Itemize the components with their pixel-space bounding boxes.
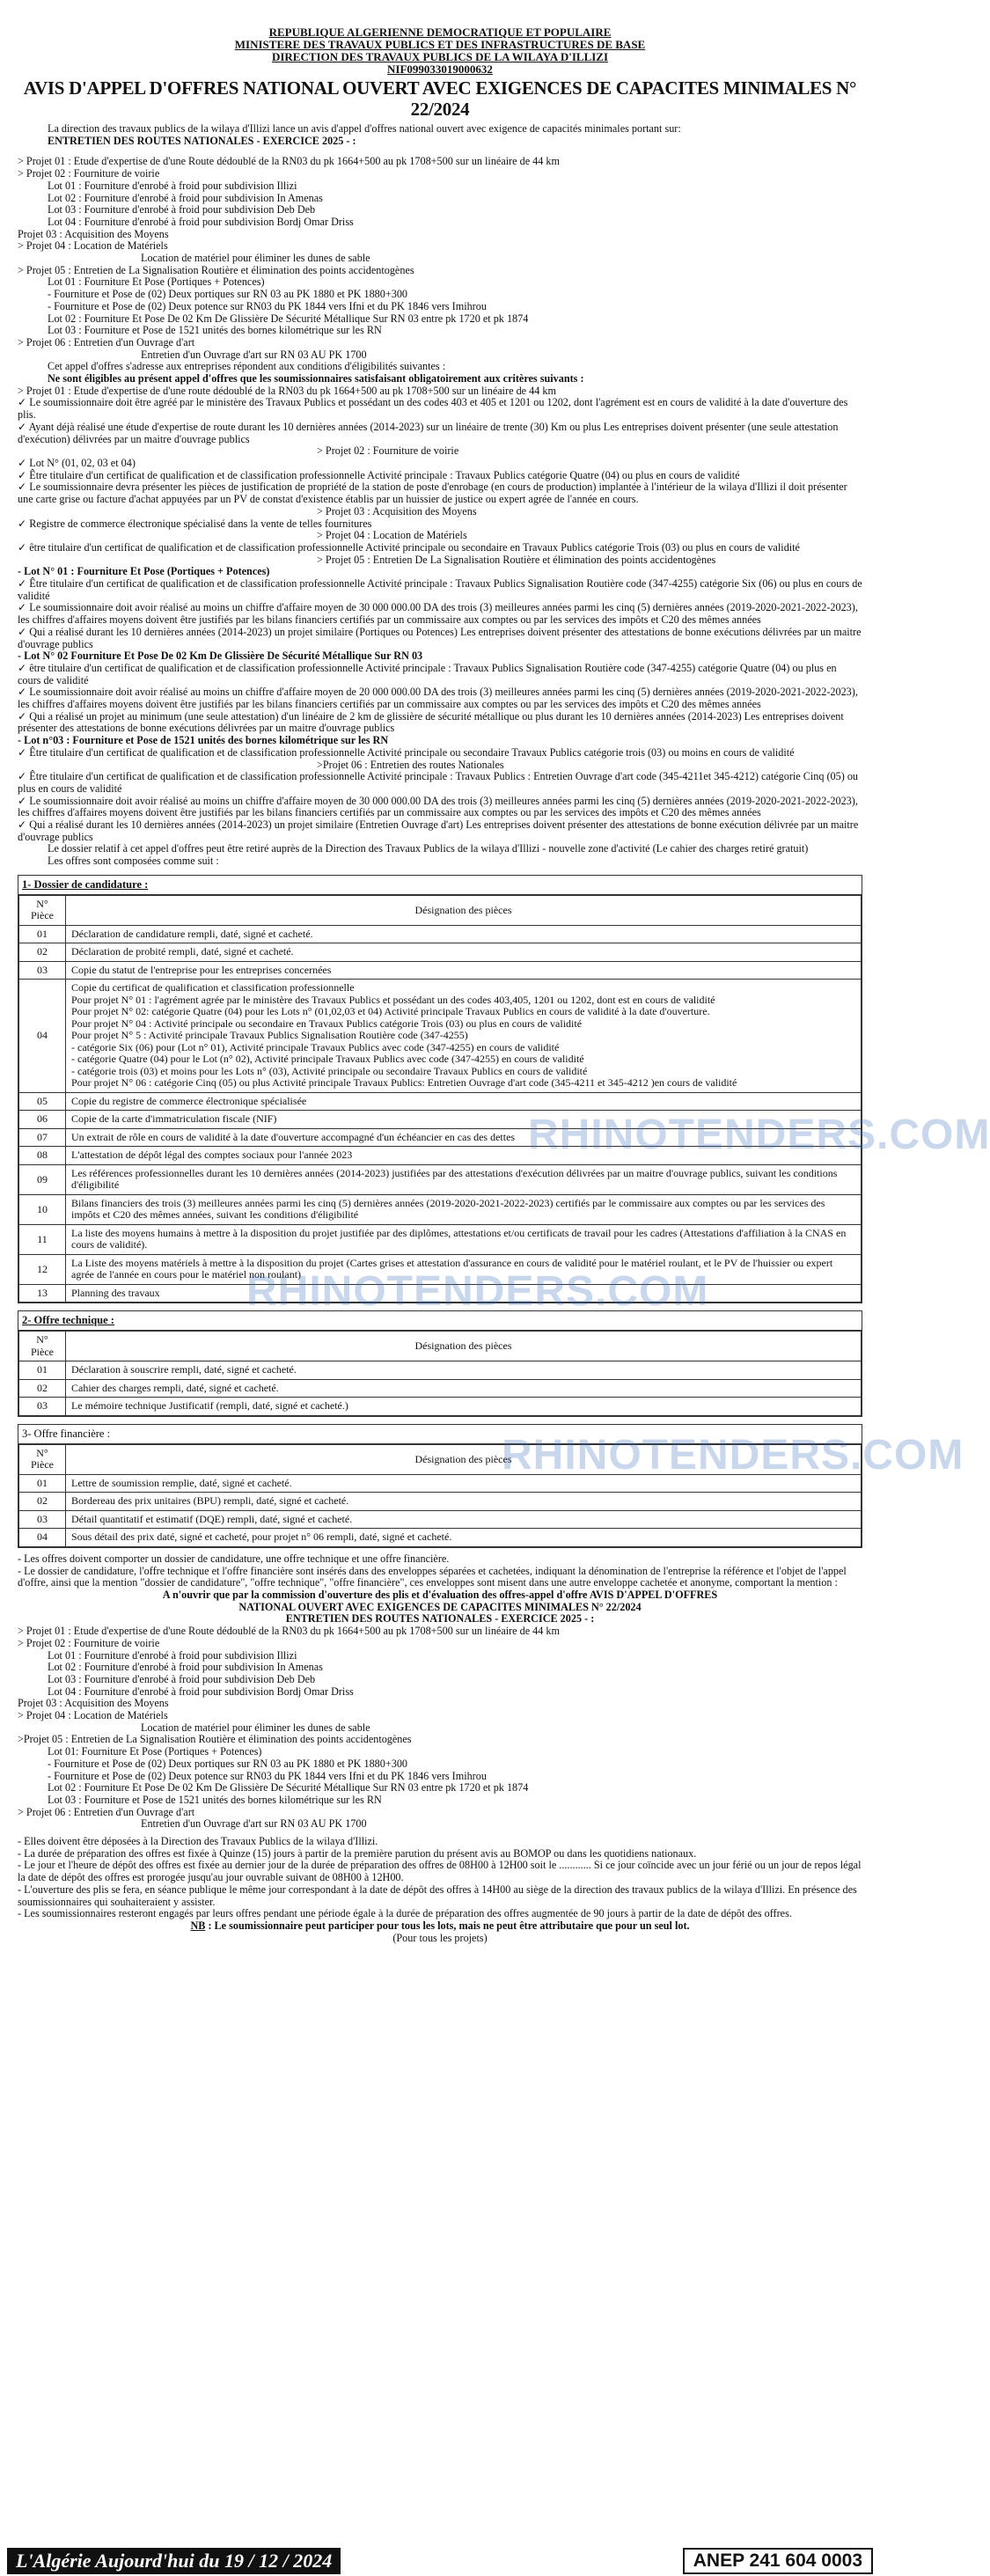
table-row [19,1164,862,1194]
list-line: ✓ Le soumissionnaire devra présenter les pièces de justification de propriété de la station de poste d'enrobage (en cours de production) implantée à l'intérieur de la wilaya d'Illizi il doit présenter une carte grise ou facture d'achat appuyées par un PV de constat d'existence établis par un huissier de justice ou expert agrée de l'année en cours. [18,481,847,506]
newspaper-date: L'Algérie Aujourd'hui du 19 / 12 / 2024 [7,2548,341,2574]
offre-technique-table [18,1331,862,1416]
header-nif: NIF099033019000632 [387,62,493,76]
list-line: Lot 04 : Fourniture d'enrobé à froid pour subdivision Bordj Omar Driss [48,1684,354,1698]
notice-title: AVIS D'APPEL D'OFFRES NATIONAL OUVERT AVEC EXIGENCES DE CAPACITES MINIMALES N° 22/2024 [23,77,857,120]
list-line: Lot 01 : Fourniture d'enrobé à froid pour subdivision Illizi [48,1648,297,1662]
table-row [19,1510,862,1529]
col-header: Désignation des pièces [66,1332,862,1361]
table-row [19,1092,862,1111]
piece-number: 04 [19,1529,66,1547]
list-line: > Projet 04 : Location de Matériels [18,1709,168,1722]
list-line: - Fourniture et Pose de (02) Deux potence sur RN03 du PK 1844 vers Ifni et du PK 1846 vers Imihrou [48,1769,487,1782]
list-line: > Projet 01 : Etude d'expertise de d'une Route dédoublé de la RN03 du pk 1664+500 au pk 1708+500 sur un linéaire de 44 km [18,1625,560,1638]
table-row [19,1529,862,1547]
list-line: - Fourniture et Pose de (02) Deux portiques sur RN 03 au PK 1880 et PK 1880+300 [48,288,408,301]
list-line: Lot 01 : Fourniture d'enrobé à froid pour subdivision Illizi [48,179,297,192]
list-line: ✓ Être titulaire d'un certificat de qualification et de classification professionnelle Activité principale : Travaux Publics Signalisation Routière code (347-4255) catégorie Six (06) ou plus en cours de validité [18,577,862,602]
table-row [19,1111,862,1129]
table-row [19,1398,862,1416]
list-line: ✓ être titulaire d'un certificat de qualification et de classification professionnelle Activité principale : Travaux Publics Signalisation Routière code (347-4255) catégorie Quatre (04) ou plus en cours de validité [18,661,837,686]
piece-designation: Planning des travaux [66,1284,862,1303]
piece-designation: Les références professionnelles durant les 10 dernières années (2014-2023) justifiées par des attestations d'exécution délivrées par un maitre d'ouvrage publics, suivant les conditions d'éligibilité [66,1164,862,1194]
nb-text: : Le soumissionnaire peut participer pour tous les lots, mais ne peut être attributaire que pour un seul lot. [208,1919,690,1932]
table-row [19,1284,862,1303]
table-row [19,1474,862,1493]
list-line: Lot 02 : Fourniture Et Pose De 02 Km De Glissière De Sécurité Métallique Sur RN 03 entre pk 1720 et pk 1874 [48,1781,529,1794]
watermark: RHINOTENDERS.COM [502,1432,964,1479]
list-line: Le dossier relatif à cet appel d'offres peut être retiré auprès de la Direction des Travaux Publics de la wilaya d'Illizi - nouvelle zone d'activité (Le cahier des charges retiré gratuit) [48,842,809,855]
dossier-candidature-table [18,895,862,1303]
list-line: ✓ Le soumissionnaire doit être agréé par le ministère des Travaux Publics et possédant un des codes 403 et 405 et 1201 ou 1202, dont l'agrément est en cours de validité à la date d'ouverture des plis. [18,396,848,422]
piece-designation: Détail quantitatif et estimatif (DQE) rempli, daté, signé et cacheté. [66,1510,862,1529]
list-line: > Projet 06 : Entretien d'un Ouvrage d'art [18,1805,195,1818]
nb-label: NB [190,1919,206,1932]
section-title: 3- Offre financière : [18,1425,862,1444]
col-header: N° Pièce [19,1444,66,1474]
list-line: - Fourniture et Pose de (02) Deux potence sur RN03 du PK 1844 vers Ifni et du PK 1846 vers Imihrou [48,299,487,312]
offre-financiere-table [18,1444,862,1547]
list-line: ✓ Ayant déjà réalisé une étude d'expertise de route durant les 10 dernières années (2014-2023) sur un linéaire de trente (30) Km ou plus Les entreprises doivent présenter (une seule attestation d'exécution) délivrées par un maitre d'ouvrage publics [18,420,839,445]
col-header: Désignation des pièces [66,1444,862,1474]
eligibility-conditions [18,361,862,868]
list-line: ✓ Qui a réalisé durant les 10 dernières années (2014-2023) un projet similaire (Entretien Ouvrage d'art) Les entreprises doivent présenter des attestations de bonne exécution délivrée par un maitre d'ouvrage publics [18,818,859,843]
list-line: > Projet 05 : Entretien de La Signalisation Routière et élimination des points accidentogènes [18,263,414,276]
list-line: Lot 03 : Fourniture d'enrobé à froid pour subdivision Deb Deb [48,203,316,217]
list-line: Lot 01 : Fourniture Et Pose (Portiques + Potences) [48,275,265,289]
piece-number: 01 [19,925,66,943]
piece-number: 02 [19,943,66,962]
piece-designation: Copie du certificat de qualification et classification professionnelle Pour projet N° 01 : l'agrément agrée par le ministère des Travaux Publics et possédant un des codes 403,405, 1201 ou 1202, dont est en cours de validité Pour projet N° 02: catégorie Quatre (04) pour les Lots n° (01,02,03 et 04) Activité principale Travaux Publics en cours de validité à la date d'ouverture. Pour projet N° 04 : Activité principale ou secondaire en Travaux Publics catégorie Trois (03) ou plus en cours de validité Pour projet N° 5 : Activité principale Travaux Publics Signalisation Routière code (347-4255) - catégorie Six (06) pour (Lot n° 01), Activité principale Travaux Publics avec code (347-4255) en cours de validité - catégorie Quatre (04) pour le Lot (n° 02), Activité principale Travaux Publics avec code (347-4255) en cours de validité - catégorie trois (03) et moins pour les Lots n° (03), Activité principale ou secondaire Travaux Publics en cours de validité Pour projet N° 06 : catégorie Cinq (05) ou plus Activité principale Travaux Publics: Entretien Ouvrage d'art code (345-4211 et 345-4212 )en cours de validité [66,980,862,1093]
list-line: >Projet 05 : Entretien de La Signalisation Routière et élimination des points accidentogènes [18,1733,412,1746]
piece-designation: Un extrait de rôle en cours de validité à la date d'ouverture accompagné d'un échéancier en cas des dettes [66,1128,862,1147]
col-header: Désignation des pièces [66,895,862,925]
piece-designation: Copie du statut de l'entreprise pour les entreprises concernées [66,961,862,980]
piece-number: 03 [19,961,66,980]
table-row [19,943,862,962]
list-line: Projet 03 : Acquisition des Moyens [18,227,169,240]
piece-number: 02 [19,1493,66,1511]
closing-conditions [18,1836,862,1920]
list-line: ✓ Registre de commerce électronique spécialisé dans la vente de telles fournitures [18,517,372,530]
list-line: > Projet 02 : Fourniture de voirie [18,1636,160,1649]
list-line: Entretien d'un Ouvrage d'art sur RN 03 AU PK 1700 [141,1817,367,1831]
piece-designation: Bilans financiers des trois (3) meilleures années parmi les cinq (5) dernières années (2019-2020-2021-2022-2023) certifiés par le commissaire aux comptes ou par les services des impôts et C20 des mêmes années, suivant les conditions d'éligibilité [66,1194,862,1224]
submission-text: - Les offres doivent comporter un dossier de candidature, une offre technique et une offre financière. [18,1552,450,1565]
table-row [19,1147,862,1165]
list-line: - La durée de préparation des offres est fixée à Quinze (15) jours à partir de la première parution du présent avis au BOMOP ou dans les quotidiens nationaux. [18,1846,697,1860]
table-row [19,1361,862,1380]
list-line: Lot 03 : Fourniture d'enrobé à froid pour subdivision Deb Deb [48,1672,316,1685]
piece-number: 03 [19,1510,66,1529]
ministry-header [18,26,862,76]
envelope-mention: A n'ouvrir que par la commission d'ouverture des plis et d'évaluation des offres-appel d'offre AVIS D'APPEL D'OFFRES [162,1589,718,1601]
piece-number: 01 [19,1474,66,1493]
list-line: Projet 03 : Acquisition des Moyens [18,1697,169,1710]
list-line: ✓ Qui a réalisé durant les 10 dernières années (2014-2023) un projet similaire (Portiques ou Potences) Les entreprises doivent présenter des attestations de bonne exécutions délivrées par un maitre d'ouvrage publics [18,625,862,650]
table-row [19,1379,862,1398]
col-header: N° Pièce [19,1332,66,1361]
envelope-mention: NATIONAL OUVERT AVEC EXIGENCES DE CAPACITES MINIMALES N° 22/2024 [238,1600,642,1613]
piece-designation: Sous détail des prix daté, signé et cacheté, pour projet n° 06 rempli, daté, signé et cacheté. [66,1529,862,1547]
piece-number: 12 [19,1254,66,1284]
piece-designation: Copie de la carte d'immatriculation fiscale (NIF) [66,1111,862,1129]
footer [0,2544,880,2576]
list-line: ✓ Qui a réalisé un projet au minimum (une seule attestation) d'un linéaire de 2 km de glissière de sécurité métallique ou plus durant les 10 dernières années (2014-2023) Les entreprises doivent présenter des attestations de bonne exécutions délivrées par un maitre d'ouvrage publics [18,709,844,735]
table-row [19,1128,862,1147]
piece-designation: Déclaration de probité rempli, daté, signé et cacheté. [66,943,862,962]
list-line: ✓ être titulaire d'un certificat de qualification et de classification professionnelle Activité principale ou secondaire en Travaux Publics catégorie Trois (03) ou plus en cours de validité [18,540,800,554]
table-row [19,1194,862,1224]
piece-number: 01 [19,1361,66,1380]
tender-notice [18,26,862,2543]
list-line: Location de matériel pour éliminer les dunes de sable [141,1721,370,1734]
piece-designation: L'attestation de dépôt légal des comptes sociaux pour l'année 2023 [66,1147,862,1165]
list-line: - Fourniture et Pose de (02) Deux portiques sur RN 03 au PK 1880 et PK 1880+300 [48,1757,408,1770]
list-line: Lot 02 : Fourniture d'enrobé à froid pour subdivision In Amenas [48,191,323,204]
list-line: > Projet 06 : Entretien d'un Ouvrage d'art [18,335,195,349]
piece-designation: La liste des moyens humains à mettre à la disposition du projet justifiée par des diplômes, attestations et/ou certificats de travail pour les cadres (Attestations d'affiliation à la CNAS en cours de validité). [66,1224,862,1254]
list-line: > Projet 01 : Etude d'expertise de d'une Route dédoublé de la RN03 du pk 1664+500 au pk 1708+500 sur un linéaire de 44 km [18,155,560,168]
list-line: ✓ Le soumissionnaire doit avoir réalisé au moins un chiffre d'affaire moyen de 20 000 000.00 DA des trois (3) meilleures années parmi les cinq (5) dernières années (2019-2020-2021-2022-2023), les chiffres d'affaires moyens doivent être justifiés par les bilans financiers certifiés par un commissaire aux comptes ou par les services des impôts et C20 des mêmes années [18,686,858,711]
piece-number: 07 [19,1128,66,1147]
list-line: Lot 01: Fourniture Et Pose (Portiques + Potences) [48,1745,262,1758]
list-line: Les offres sont composées comme suit : [48,855,219,868]
list-line: Location de matériel pour éliminer les dunes de sable [141,252,370,265]
table-row [19,1224,862,1254]
list-line: > Projet 02 : Fourniture de voirie [317,444,459,458]
list-line: Lot 02 : Fourniture d'enrobé à froid pour subdivision In Amenas [48,1661,323,1674]
list-line: > Projet 02 : Fourniture de voirie [18,167,160,180]
piece-number: 02 [19,1379,66,1398]
watermark: RHINOTENDERS.COM [528,1112,990,1158]
list-line: - Lot N° 01 : Fourniture Et Pose (Portiques + Potences) [18,565,270,578]
list-line: - Le jour et l'heure de dépôt des offres est fixée au dernier jour de la durée de préparation des offres de 08H00 à 12H00 soit le ............ Si ce jour coïncide avec un jour férié ou un jour de repos légal la date de dépôt des offres est prorogée jusqu'au jour ouvrable suivant de 08H00 à 12H00. [18,1859,862,1884]
list-line: >Projet 06 : Entretien des routes Nationales [317,758,504,771]
list-line: ✓ Être titulaire d'un certificat de qualification et de classification professionnelle Activité principale ou secondaire Travaux Publics catégorie trois (03) ou moins en cours de validité [18,745,795,759]
list-line: > Projet 03 : Acquisition des Moyens [317,504,477,517]
table-row [19,925,862,943]
offre-technique-section [18,1310,862,1417]
piece-number: 08 [19,1147,66,1165]
list-line: - L'ouverture des plis se fera, en séance publique le même jour correspondant à la date de dépôt des offres à 14H00 au siège de la direction des travaux publics de la wilaya d'Illizi. En présence des soumissionnaires qui souhaiteraient y assister. [18,1882,857,1908]
section-title: 2- Offre technique : [18,1311,862,1331]
list-line: - Lot N° 02 Fourniture Et Pose De 02 Km De Glissière De Sécurité Métallique Sur RN 03 [18,650,423,663]
nb-note [18,1920,862,1933]
piece-designation: Déclaration à souscrire rempli, daté, signé et cacheté. [66,1361,862,1380]
dossier-candidature-section [18,875,862,1304]
piece-number: 05 [19,1092,66,1111]
envelope-mention: ENTRETIEN DES ROUTES NATIONALES - EXERCICE 2025 - : [285,1612,595,1626]
list-line: ✓ Lot N° (01, 02, 03 et 04) [18,456,136,469]
piece-designation: Copie du registre de commerce électronique spécialisée [66,1092,862,1111]
piece-number: 11 [19,1224,66,1254]
piece-number: 09 [19,1164,66,1194]
piece-designation: Déclaration de candidature rempli, daté, signé et cacheté. [66,925,862,943]
piece-number: 06 [19,1111,66,1129]
col-header: N° Pièce [19,895,66,925]
header-line: DIRECTION DES TRAVAUX PUBLICS DE LA WILAYA D'ILLIZI [271,50,609,63]
list-line: Lot 02 : Fourniture Et Pose De 02 Km De Glissière De Sécurité Métallique Sur RN 03 entre pk 1720 et pk 1874 [48,312,529,325]
list-line: - Les soumissionnaires resteront engagés par leurs offres pendant une période égale à la durée de préparation des offres augmentée de 90 jours à partir de la date de dépôt des offres. [18,1907,792,1920]
section-title: 1- Dossier de candidature : [18,876,862,895]
list-line: Ne sont éligibles au présent appel d'offres que les soumissionnaires satisfaisant obligatoirement aux critères suivants : [48,372,584,385]
table-row [19,961,862,980]
exercise-title: ENTRETIEN DES ROUTES NATIONALES - EXERCICE 2025 - : [48,134,356,147]
piece-number: 04 [19,980,66,1093]
list-line: > Projet 05 : Entretien De La Signalisation Routière et élimination des points accidentogènes [317,553,716,566]
table-row [19,1493,862,1511]
list-line: Lot 03 : Fourniture et Pose de 1521 unités des bornes kilométrique sur les RN [48,324,382,337]
piece-designation: La Liste des moyens matériels à mettre à la disposition du projet (Cartes grises et attestation d'assurance en cours de validité pour le matériel roulant, et le PV de l'huissier ou expert agrée de l'année en cours pour le matériel non roulant) [66,1254,862,1284]
list-line: > Projet 01 : Etude d'expertise de d'une route dédoublé de la RN03 du pk 1664+500 au pk 1708+500 sur un linéaire de 44 km [18,384,556,397]
table-row [19,1254,862,1284]
list-line: Cet appel d'offres s'adresse aux entreprises répondent aux conditions d'éligibilités suivantes : [48,360,446,373]
nb-sub: (Pour tous les projets) [392,1931,488,1944]
intro-text: La direction des travaux publics de la wilaya d'Illizi lance un avis d'appel d'offres national ouvert avec exigence de capacités minimales portant sur: [48,122,681,135]
list-line: Lot 03 : Fourniture et Pose de 1521 unités des bornes kilométrique sur les RN [48,1793,382,1806]
list-line: Entretien d'un Ouvrage d'art sur RN 03 AU PK 1700 [141,348,367,361]
list-line: > Projet 04 : Location de Matériels [317,529,467,542]
piece-designation: Cahier des charges rempli, daté, signé et cacheté. [66,1379,862,1398]
piece-designation: Le mémoire technique Justificatif (rempli, daté, signé et cacheté.) [66,1398,862,1416]
projects-list-repeat [18,1626,862,1831]
piece-designation: Lettre de soumission remplie, daté, signé et cacheté. [66,1474,862,1493]
watermark: RHINOTENDERS.COM [246,1268,709,1315]
piece-number: 10 [19,1194,66,1224]
list-line: > Projet 04 : Location de Matériels [18,239,168,253]
header-line: MINISTERE DES TRAVAUX PUBLICS ET DES INFRASTRUCTURES DE BASE [234,38,646,51]
table-row [19,980,862,1093]
list-line: ✓ Le soumissionnaire doit avoir réalisé au moins un chiffre d'affaire moyen de 30 000 000.00 DA des trois (3) meilleures années parmi les cinq (5) dernières années (2019-2020-2021-2022-2023), les chiffres d'affaires moyens doivent être justifiés par les bilans financiers certifiés par un commissaire aux comptes ou par les services des impôts et C20 des mêmes années [18,794,858,819]
anep-reference: ANEP 241 604 0003 [683,2548,873,2574]
list-line: Lot 04 : Fourniture d'enrobé à froid pour subdivision Bordj Omar Driss [48,215,354,228]
piece-number: 03 [19,1398,66,1416]
list-line: ✓ Être titulaire d'un certificat de qualification et de classification professionnelle Activité principale : Travaux Publics catégorie Quatre (04) ou plus en cours de validité [18,468,740,481]
projects-list [18,156,862,361]
offre-financiere-section [18,1424,862,1548]
list-line: ✓ Le soumissionnaire doit avoir réalisé au moins un chiffre d'affaire moyen de 30 000 000.00 DA des trois (3) meilleures années parmi les cinq (5) dernières années (2019-2020-2021-2022-2023), les chiffres d'affaires moyens doivent être justifiés par les bilans financiers certifiés par un commissaire aux comptes ou par les services des impôts et C20 des mêmes années [18,601,858,627]
list-line: - Elles doivent être déposées à la Direction des Travaux Publics de la wilaya d'Illizi. [18,1835,378,1848]
list-line: ✓ Être titulaire d'un certificat de qualification et de classification professionnelle Activité principale : Travaux Publics : Entretien Ouvrage d'art code (345-4211et 345-4212) catégorie Cinq (05) ou plus en cours de validité [18,770,859,795]
piece-designation: Bordereau des prix unitaires (BPU) rempli, daté, signé et cacheté. [66,1493,862,1511]
submission-text: - Le dossier de candidature, l'offre technique et l'offre financière sont insérés dans des enveloppes séparées et cachetées, indiquant la dénomination de l'entreprise la référence et l'objet de l'appel d'offre, ainsi que la mention "dossier de candidature", "offre technique", "offre financière", ces enveloppes sont misent dans une autre enveloppe cachetée et anonyme, comportant la mention : [18,1564,847,1589]
header-line: REPUBLIQUE ALGERIENNE DEMOCRATIQUE ET POPULAIRE [268,26,612,39]
piece-number: 13 [19,1284,66,1303]
list-line: - Lot n°03 : Fourniture et Pose de 1521 unités des bornes kilométrique sur les RN [18,734,389,747]
